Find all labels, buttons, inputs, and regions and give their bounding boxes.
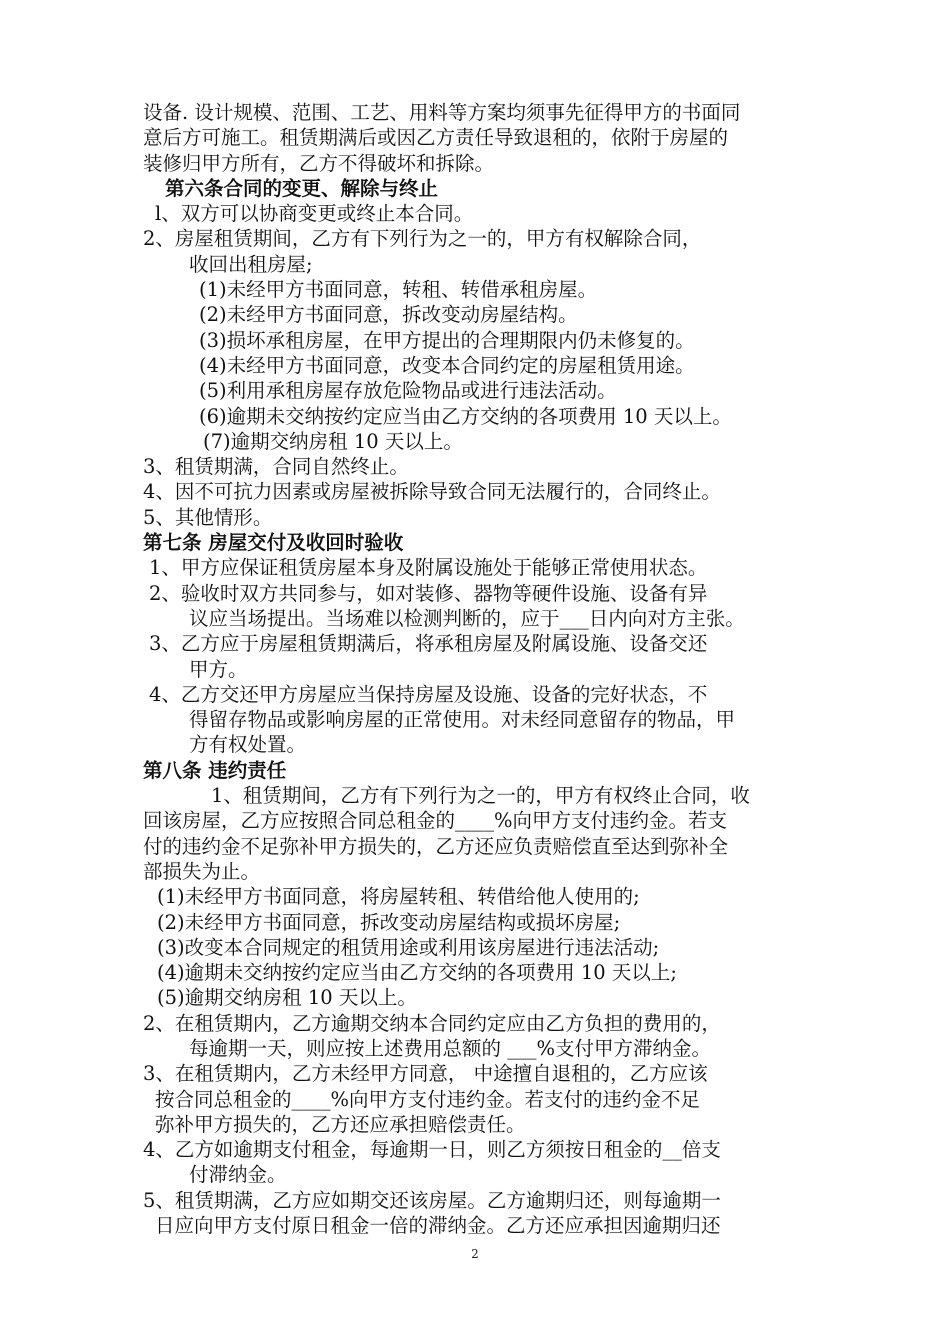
list-item: (3)损坏承租房屋，在甲方提出的合理期限内仍未修复的。 <box>199 328 695 352</box>
text-line: 1、租赁期间，乙方有下列行为之一的，甲方有权终止合同，收 <box>211 784 750 808</box>
text-line: 设备. 设计规模、范围、工艺、用料等方案均须事先征得甲方的书面同 <box>143 101 741 124</box>
list-item: (3)改变本合同规定的租赁用途或利用该房屋进行违法活动; <box>157 935 660 959</box>
text-line: 付滞纳金。 <box>189 1163 287 1187</box>
text-line: 弥补甲方损失的，乙方还应承担赔偿责任。 <box>155 1112 526 1136</box>
text-line: 日应向甲方支付原日租金一倍的滞纳金。乙方还应承担因逾期归还 <box>155 1214 721 1238</box>
text-line: 得留存物品或影响房屋的正常使用。对未经同意留存的物品，甲 <box>189 708 736 732</box>
text-line: 1、甲方应保证租赁房屋本身及附属设施处于能够正常使用状态。 <box>149 556 708 580</box>
text-line: 收回出租房屋; <box>189 252 313 276</box>
list-item: (6)逾期未交纳按约定应当由乙方交纳的各项费用 10 天以上。 <box>199 404 732 428</box>
text-line: 3、在租赁期内，乙方未经甲方同意， 中途擅自退租的，乙方应该 <box>143 1062 708 1086</box>
text-line: 2、在租赁期内，乙方逾期交纳本合同约定应由乙方负担的费用的， <box>143 1011 721 1035</box>
text-line: 4、乙方如逾期支付租金，每逾期一日，则乙方须按日租金的__倍支 <box>143 1138 721 1162</box>
text-line: 2、验收时双方共同参与，如对装修、器物等硬件设施、设备有异 <box>149 581 708 605</box>
text-line: 3、乙方应于房屋租赁期满后，将承租房屋及附属设施、设备交还 <box>149 632 708 656</box>
list-item: (1)未经甲方书面同意，转租、转借承租房屋。 <box>199 278 598 302</box>
list-item: (5)逾期交纳房租 10 天以上。 <box>157 986 417 1010</box>
text-line: 4、因不可抗力因素或房屋被拆除导致合同无法履行的，合同终止。 <box>143 480 721 504</box>
text-line: 每逾期一天，则应按上述费用总额的 ___%支付甲方滞纳金。 <box>189 1036 711 1060</box>
text-line: 装修归甲方所有，乙方不得破坏和拆除。 <box>143 151 495 175</box>
text-line: 按合同总租金的____%向甲方支付违约金。若支付的违约金不足 <box>155 1087 701 1111</box>
text-line: 甲方。 <box>189 657 248 681</box>
text-line: 付的违约金不足弥补甲方损失的，乙方还应负责赔偿直至达到弥补全 <box>143 834 729 858</box>
contract-body <box>143 100 815 1238</box>
text-line: 部损失为止。 <box>143 859 261 883</box>
text-line: 5、其他情形。 <box>143 505 273 529</box>
text-line: 4、乙方交还甲方房屋应当保持房屋及设施、设备的完好状态，不 <box>149 682 708 706</box>
text-line: 意后方可施工。租赁期满后或因乙方责任导致退租的，依附于房屋的 <box>143 126 729 150</box>
list-item: (4)逾期未交纳按约定应当由乙方交纳的各项费用 10 天以上; <box>157 961 677 985</box>
text-line: 2、房屋租赁期间，乙方有下列行为之一的，甲方有权解除合同， <box>143 227 702 251</box>
text-line: 5、租赁期满，乙方应如期交还该房屋。乙方逾期归还，则每逾期一 <box>143 1188 721 1212</box>
list-item: (4)未经甲方书面同意，改变本合同约定的房屋租赁用途。 <box>199 353 695 377</box>
section-heading-7: 第七条 房屋交付及收回时验收 <box>143 531 404 555</box>
section-heading-8: 第八条 违约责任 <box>143 758 287 782</box>
list-item: (1)未经甲方书面同意，将房屋转租、转借给他人使用的; <box>157 885 640 909</box>
text-line: l、双方可以协商变更或终止本合同。 <box>155 202 474 226</box>
list-item: (7)逾期交纳房租 10 天以上。 <box>203 429 463 453</box>
page-number: 2 <box>471 1247 479 1261</box>
text-line: 3、租赁期满，合同自然终止。 <box>143 455 409 479</box>
list-item: (2)未经甲方书面同意，拆改变动房屋结构。 <box>199 303 578 327</box>
text-line: 方有权处置。 <box>189 733 307 757</box>
text-line: 议应当场提出。当场难以检测判断的，应于___日内向对方主张。 <box>189 606 745 630</box>
list-item: (2)未经甲方书面同意，拆改变动房屋结构或损坏房屋; <box>157 910 621 934</box>
text-line: 回该房屋，乙方应按照合同总租金的____%向甲方支付违约金。若支 <box>143 809 728 833</box>
section-heading-6: 第六条合同的变更、解除与终止 <box>165 176 439 200</box>
list-item: (5)利用承租房屋存放危险物品或进行违法活动。 <box>199 379 617 403</box>
